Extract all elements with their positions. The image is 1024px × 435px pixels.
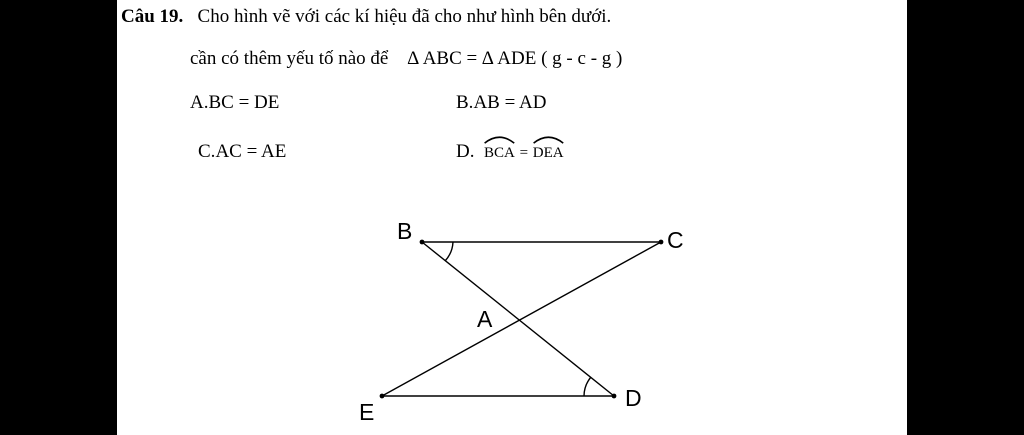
- option-b-label: B.: [456, 92, 474, 113]
- question-intro: Cho hình vẽ với các kí hiệu đã cho như hình bên dưới.: [197, 6, 612, 27]
- label-a: A: [477, 306, 493, 332]
- angle-dea-text: DEA: [532, 145, 564, 161]
- option-c-label: C.: [198, 141, 216, 162]
- option-d-label: D.: [456, 141, 475, 162]
- point-e-dot: [380, 394, 385, 399]
- point-c-dot: [659, 240, 664, 245]
- label-d: D: [625, 385, 642, 411]
- angle-d-mark-icon: [584, 377, 591, 396]
- option-d-equals: =: [519, 145, 529, 161]
- question-prompt: cần có thêm yếu tố nào để: [190, 48, 389, 69]
- question-number: Câu 19.: [121, 6, 184, 27]
- segment-bd: [422, 242, 614, 396]
- option-a-label: A.: [190, 92, 209, 113]
- angle-b-mark-icon: [445, 242, 453, 261]
- segment-ce: [382, 242, 661, 396]
- angle-bca-text: BCA: [483, 145, 515, 161]
- point-b-dot: [420, 240, 425, 245]
- option-b-text: AB = AD: [473, 92, 547, 113]
- option-c-text: AC = AE: [215, 141, 287, 162]
- label-c: C: [667, 227, 684, 253]
- label-b: B: [397, 218, 413, 244]
- question-condition: ∆ ABC = ∆ ADE ( g - c - g ): [407, 48, 623, 69]
- label-e: E: [359, 399, 375, 425]
- point-d-dot: [612, 394, 617, 399]
- option-a-text: BC = DE: [208, 92, 280, 113]
